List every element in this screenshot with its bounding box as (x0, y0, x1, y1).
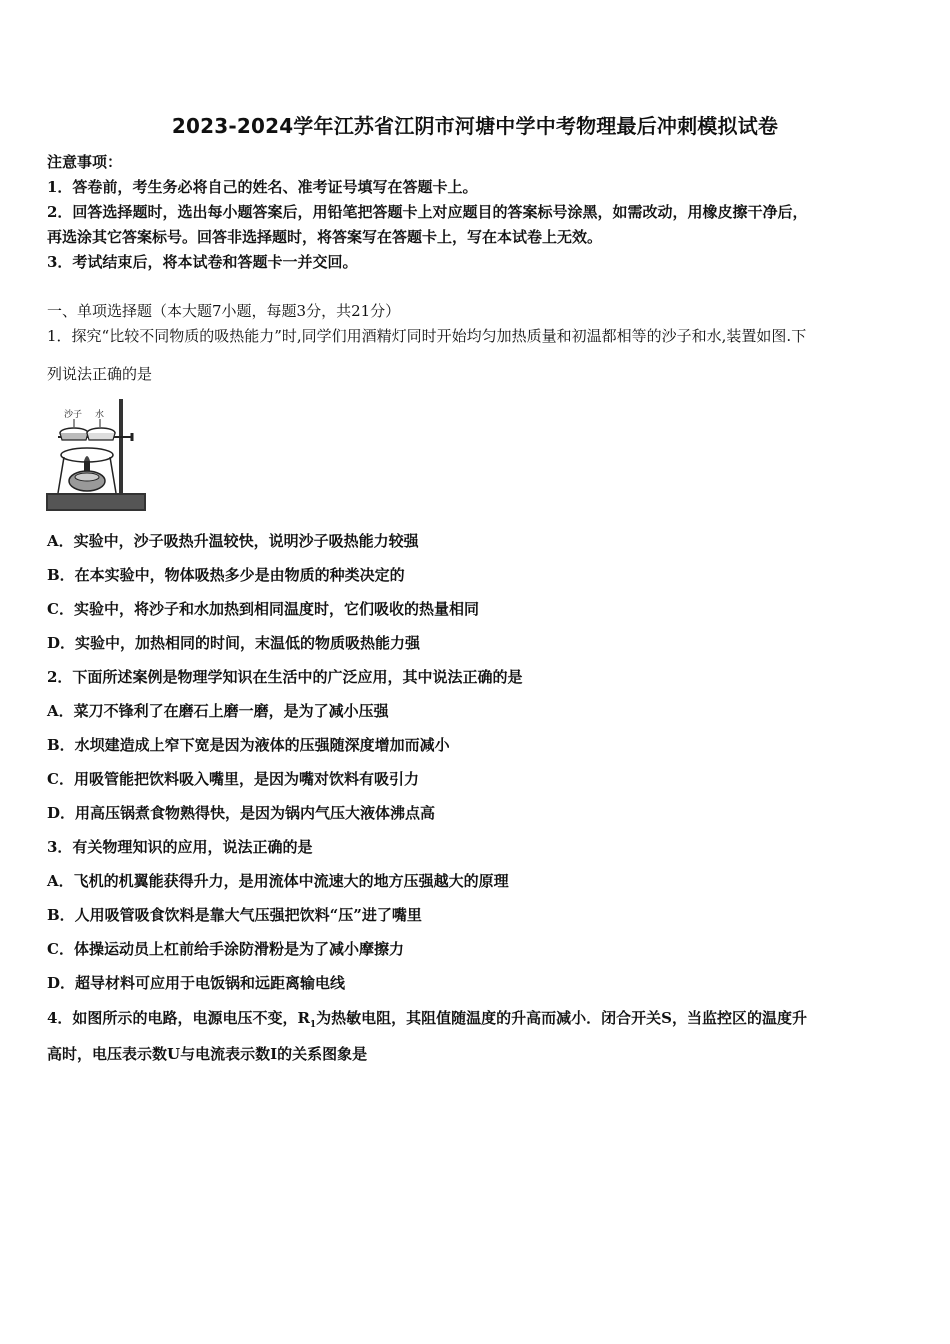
q2-stem: 2．下面所述案例是物理学知识在生活中的广泛应用，其中说法正确的是 (47, 668, 523, 686)
section-heading: 一、单项选择题（本大题7小题，每题3分，共21分） (47, 302, 401, 320)
q3-option-d: D．超导材料可应用于电饭锅和远距离输电线 (47, 974, 346, 992)
q2-option-c: C．用吸管能把饮料吸入嘴里，是因为嘴对饮料有吸引力 (47, 770, 419, 788)
q1-option-b: B．在本实验中，物体吸热多少是由物质的种类决定的 (47, 566, 405, 584)
notice-item-2-cont: 再选涂其它答案标号。回答非选择题时，将答案写在答题卡上，写在本试卷上无效。 (47, 228, 603, 246)
q3-option-b: B．人用吸管吸食饮料是靠大气压强把饮料“压”进了嘴里 (47, 906, 422, 924)
q1-stem-line1: 1．探究“比较不同物质的吸热能力”时,同学们用酒精灯同时开始均匀加热质量和初温都相等的沙子和水,装置如图.下 (47, 327, 807, 345)
notice-heading: 注意事项： (47, 153, 123, 171)
stand-rod (119, 399, 123, 495)
water-label: 水 (95, 410, 105, 420)
q4-stem-subscript: 1 (309, 1020, 317, 1030)
q1-apparatus-figure (44, 393, 154, 515)
page-title: 2023-2024学年江苏省江阴市河塘中学中考物理最后冲刺模拟试卷 (171, 114, 779, 138)
notice-item-2: 2．回答选择题时，选出每小题答案后，用铅笔把答题卡上对应题目的答案标号涂黑，如需改动，用橡皮擦干净后， (47, 203, 808, 221)
q4-stem-part-b: 为热敏电阻，其阻值随温度的升高而减小．闭合开关S，当监控区的温度升 (316, 1009, 808, 1027)
q1-option-c: C．实验中，将沙子和水加热到相同温度时，它们吸收的热量相同 (47, 600, 479, 618)
q4-stem-line1 (47, 1008, 807, 1035)
sand-label: 沙子 (64, 410, 83, 420)
q3-option-a: A．飞机的机翼能获得升力，是用流体中流速大的地方压强越大的原理 (47, 872, 509, 890)
notice-item-3: 3．考试结束后，将本试卷和答题卡一并交回。 (47, 253, 358, 271)
q3-option-c: C．体操运动员上杠前给手涂防滑粉是为了减小摩擦力 (47, 940, 404, 958)
flame (84, 456, 90, 461)
q2-option-a: A．菜刀不锋利了在磨石上磨一磨，是为了减小压强 (47, 702, 389, 720)
q2-option-d: D．用高压锅煮食物熟得快，是因为锅内气压大液体沸点高 (47, 804, 436, 822)
q1-option-a: A．实验中，沙子吸热升温较快，说明沙子吸热能力较强 (47, 532, 419, 550)
q3-stem: 3．有关物理知识的应用，说法正确的是 (47, 838, 313, 856)
q1-stem-line2: 列说法正确的是 (47, 365, 153, 383)
q2-option-b: B．水坝建造成上窄下宽是因为液体的压强随深度增加而减小 (47, 736, 450, 754)
notice-item-1: 1．答卷前，考生务必将自己的姓名、准考证号填写在答题卡上。 (47, 178, 478, 196)
q1-option-d: D．实验中，加热相同的时间，末温低的物质吸热能力强 (47, 634, 421, 652)
q4-stem-line2: 高时，电压表示数U与电流表示数I的关系图象是 (47, 1045, 368, 1063)
q4-stem-part-a: 4．如图所示的电路，电源电压不变，R (47, 1009, 310, 1027)
